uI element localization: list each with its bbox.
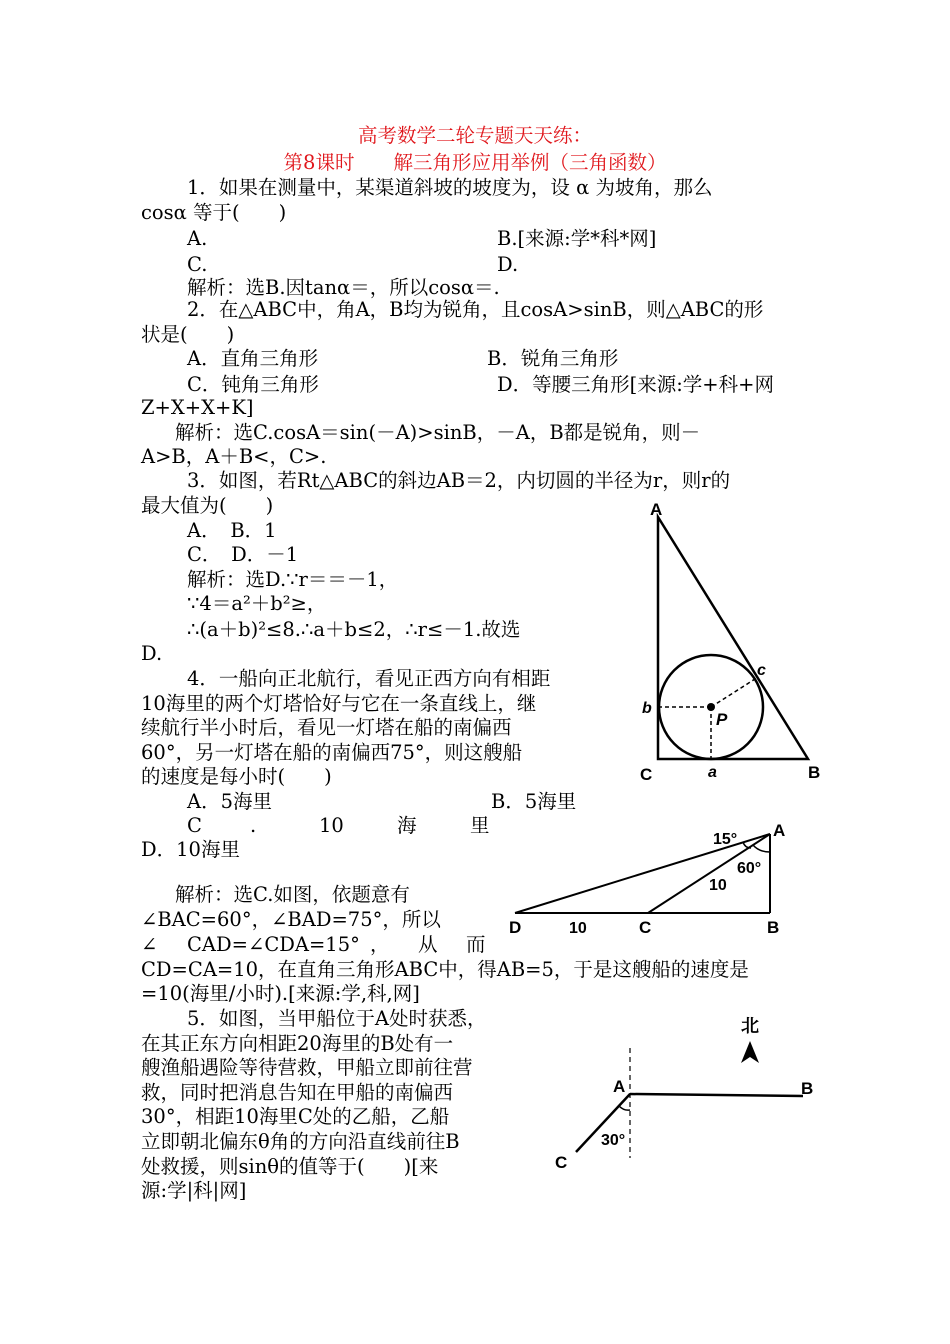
label-a: a (708, 764, 717, 781)
q5-stem-line6: 立即朝北偏东θ角的方向沿直线前往B (141, 1130, 460, 1153)
q4-option-b: B．5海里 (491, 790, 577, 813)
q2-option-a: A．直角三角形 (187, 347, 319, 370)
figure-rescue (545, 1010, 835, 1180)
north-arrow-icon (741, 1041, 759, 1063)
q1-stem-line2: cosα 等于( ) (141, 201, 287, 224)
q4-stem-line4: 60°，另一灯塔在船的南偏西75°，则这艘船 (141, 741, 523, 764)
label-length-dc: 10 (569, 920, 587, 937)
figure-incircle-triangle (630, 495, 840, 790)
q5-stem-line8: 源:学|科|网] (141, 1179, 247, 1202)
label-north: 北 (741, 1016, 759, 1036)
q4-analysis-line4: CD=CA=10，在直角三角形ABC中，得AB=5，于是这艘船的速度是 (141, 958, 749, 981)
q4-option-c-2: . (250, 814, 257, 837)
triangle-abc (658, 517, 808, 759)
center-point-p (707, 703, 715, 711)
label-C: C (639, 918, 652, 937)
label-angle-30: 30° (601, 1132, 626, 1149)
q3-analysis-line2: ∵4＝a²＋b²≥， (187, 592, 327, 615)
q2-stem-line2: 状是( ) (141, 323, 235, 346)
q2-option-b: B．锐角三角形 (487, 347, 619, 370)
q1-option-d: D. (497, 253, 519, 276)
label-angle-15: 15° (713, 831, 738, 848)
arc-60 (753, 845, 770, 852)
radius-to-c (711, 679, 755, 707)
q1-analysis: 解析：选B.因tanα＝，所以cosα＝. (187, 276, 500, 299)
q4-option-c-5: 里 (470, 814, 490, 837)
line-ab (630, 1094, 803, 1096)
q4-stem-line2: 10海里的两个灯塔恰好与它在一条直线上，继 (141, 692, 537, 715)
q4-stem-line5: 的速度是每小时( ) (141, 765, 332, 788)
label-B: B (808, 763, 821, 782)
q5-stem-line3: 艘渔船遇险等待营救，甲船立即前往营 (141, 1056, 473, 1079)
q4-analysis-line3-2: CAD=∠CDA=15° (187, 933, 360, 956)
q1-option-a: A. (187, 227, 208, 250)
label-C: C (640, 765, 653, 784)
q1-option-c: C. (187, 253, 208, 276)
q3-analysis-line1: 解析：选D.∵r＝＝－1， (187, 568, 399, 591)
q4-option-c-4: 海 (397, 814, 417, 837)
label-C: C (555, 1153, 568, 1172)
q4-option-c-3: 10 (319, 814, 344, 837)
label-A: A (613, 1077, 626, 1096)
q3-stem-line1: 3．如图，若Rt△ABC的斜边AB＝2，内切圆的半径为r，则r的 (187, 469, 731, 492)
label-length-ac: 10 (709, 877, 727, 894)
q4-stem-line1: 4．一船向正北航行，看见正西方向有相距 (187, 667, 551, 690)
q4-analysis-line1: 解析：选C.如图，依题意有 (175, 883, 410, 906)
q1-option-b: B.[来源:学*科*网] (497, 227, 657, 250)
q3-analysis-line4: D. (141, 642, 163, 665)
label-A: A (650, 500, 663, 519)
q4-analysis-line3-3: ， (370, 933, 390, 956)
q2-analysis-line1: 解析：选C.cosA＝sin(－A)>sinB，－A，B都是锐角，则－ (175, 421, 701, 444)
q3-stem-line2: 最大值为( ) (141, 494, 274, 517)
label-D: D (509, 918, 522, 937)
q4-option-d: D．10海里 (141, 838, 240, 861)
q2-option-d-cont: Z+X+X+K] (141, 396, 254, 419)
q5-stem-line5: 30°，相距10海里C处的乙船，乙船 (141, 1105, 450, 1128)
page-subtitle: 第8课时 解三角形应用举例（三角函数） (283, 151, 667, 174)
label-A: A (773, 821, 786, 840)
label-angle-60: 60° (737, 860, 762, 877)
q4-analysis-line3-1: ∠ (141, 933, 158, 956)
q2-stem-line1: 2．在△ABC中，角A，B均为锐角，且cosA>sinB，则△ABC的形 (187, 298, 764, 321)
q4-analysis-line3-5: 而 (466, 933, 486, 956)
label-P: P (716, 710, 728, 729)
q3-options-ab: A． B．1 (187, 519, 277, 542)
q4-analysis-line2: ∠BAC=60°，∠BAD=75°，所以 (141, 908, 441, 931)
q4-analysis-line3-4: 从 (418, 933, 438, 956)
q2-option-c: C．钝角三角形 (187, 373, 319, 396)
q2-option-d: D．等腰三角形[来源:学+科+网 (497, 373, 774, 396)
page-title: 高考数学二轮专题天天练： (357, 124, 592, 147)
q4-stem-line3: 续航行半小时后，看见一灯塔在船的南偏西 (141, 716, 512, 739)
q4-analysis-line5: =10(海里/小时).[来源:学,科,网] (141, 982, 420, 1005)
label-b: b (642, 700, 652, 717)
q4-option-a: A．5海里 (187, 790, 272, 813)
label-B: B (767, 918, 780, 937)
q5-stem-line1: 5．如图，当甲船位于A处时获悉， (187, 1007, 487, 1030)
figure-lighthouse (505, 820, 805, 945)
label-B: B (801, 1079, 814, 1098)
q3-analysis-line3: ∴(a＋b)²≤8.∴a＋b≤2，∴r≤－1.故选 (187, 618, 521, 641)
q3-options-cd: C． D．－1 (187, 543, 299, 566)
q4-option-c-1: C (187, 814, 202, 837)
q5-stem-line7: 处救援，则sinθ的值等于( )[来 (141, 1155, 439, 1178)
arc-30 (619, 1106, 630, 1110)
q2-analysis-line2: A>B，A＋B<，C>. (141, 445, 327, 468)
q5-stem-line2: 在其正东方向相距20海里的B处有一 (141, 1032, 454, 1055)
q1-stem-line1: 1．如果在测量中，某渠道斜坡的坡度为，设 α 为坡角，那么 (187, 176, 713, 199)
q5-stem-line4: 救，同时把消息告知在甲船的南偏西 (141, 1081, 454, 1104)
label-c: c (757, 662, 766, 679)
